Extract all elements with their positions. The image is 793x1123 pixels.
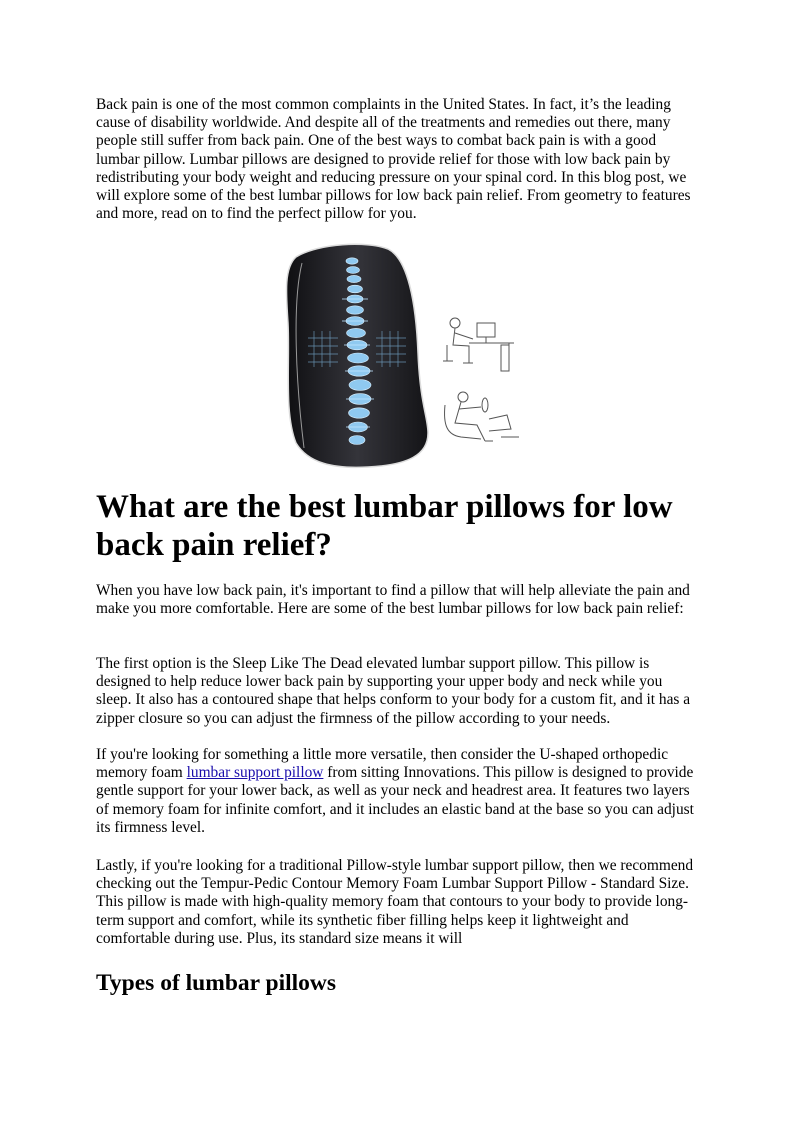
- paragraph-3-text-before-link: If you're looking for something a little more versatile, then consider the U-shaped orthopedic memory foam: [96, 746, 669, 782]
- body-paragraph-2: The first option is the Sleep Like The Dead elevated lumbar support pillow. This pillow is designed to help reduce lower back pain by supporting your upper body and neck while you sleep. It also has a contoured shape that helps conform to your body for a custom fit, and it has a zipper closure so you can adjust the firmness of the pillow according to your needs.: [96, 655, 691, 727]
- lumbar-support-pillow-link[interactable]: lumbar support pillow: [186, 764, 324, 782]
- section-heading: Types of lumbar pillows: [96, 970, 337, 996]
- body-paragraph-1: When you have low back pain, it's important to find a pillow that will help alleviate the pain and make you more comfortable. Here are some of the best lumbar pillows for low back pain relief:: [96, 582, 690, 618]
- body-paragraph-4: Lastly, if you're looking for a traditional Pillow-style lumbar support pillow, then we recommend checking out the Tempur-Pedic Contour Memory Foam Lumbar Support Pillow - Standard Size. This pillow is made with high-quality memory foam that contours to your body to provide long-term support and comfort, while its synthetic fiber filling helps keep it lightweight and comfortable during use. Plus, its standard size means it will: [96, 857, 694, 947]
- main-heading: What are the best lumbar pillows for low back pain relief?: [96, 489, 673, 563]
- body-paragraph-3: [96, 746, 696, 837]
- desk-sitting-person-icon: [439, 313, 524, 375]
- intro-paragraph: Back pain is one of the most common complaints in the United States. In fact, it’s the leading cause of disability worldwide. And despite all of the treatments and remedies out there, many people still suffer from back pain. One of the best ways to combat back pain is with a good lumbar pillow. Lumbar pillows are designed to provide relief for those with low back pain by redistributing your body weight and reducing pressure on your spinal cord. In this blog post, we will explore some of the best lumbar pillows for low back pain relief. From geometry to features and more, read on to find the perfect pillow for you.: [96, 96, 691, 223]
- car-driving-person-icon: [441, 385, 526, 447]
- paragraph-3-text-after-link: from sitting Innovations. This pillow is designed to provide gentle support for your lower back, as well as your neck and headrest area. It features two layers of memory foam for infinite comfort, and it includes an elastic band at the base so you can adjust its firmness level.: [96, 764, 694, 836]
